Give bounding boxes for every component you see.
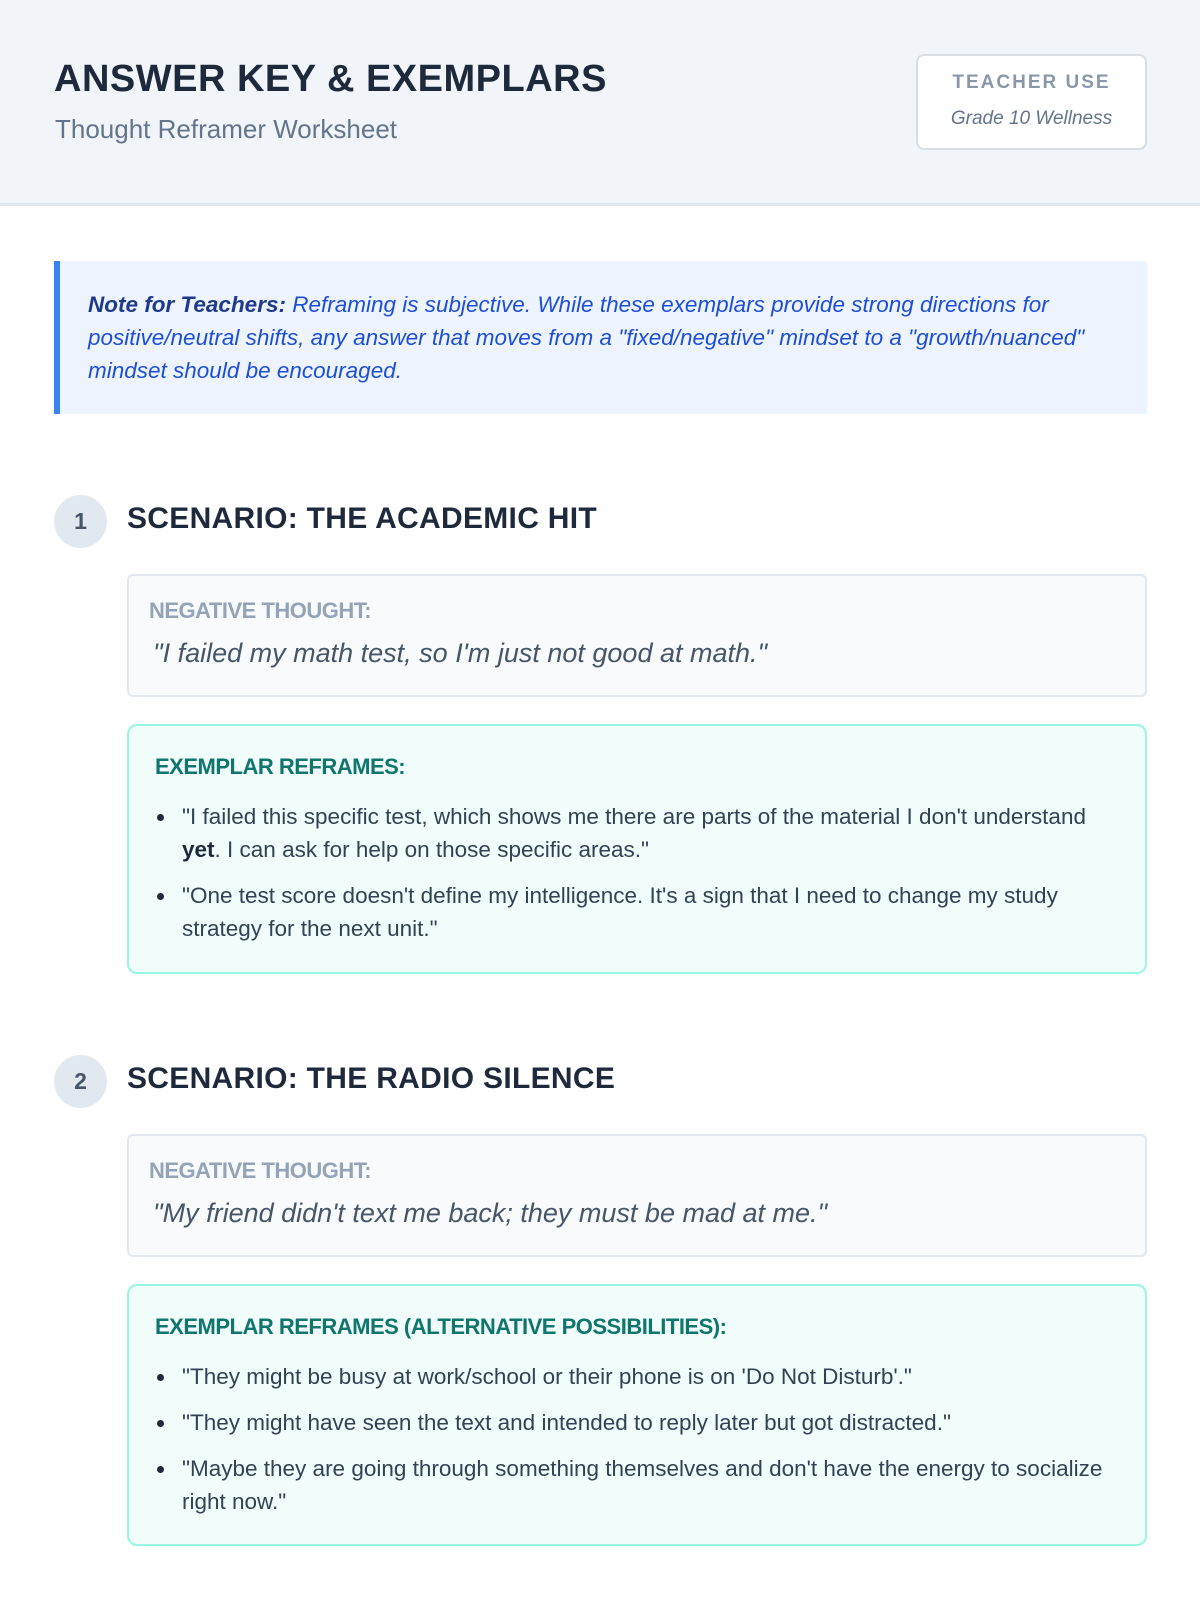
- teacher-note: [54, 261, 1147, 414]
- reframe-item: [155, 1360, 1115, 1393]
- teacher-note-label: Note for Teachers:: [88, 292, 286, 317]
- teacher-use-badge: [916, 54, 1147, 150]
- page-title: ANSWER KEY & EXEMPLARS: [54, 58, 607, 100]
- bullet-icon: [157, 1374, 164, 1381]
- reframe-item: [155, 800, 1115, 866]
- reframe-text-end: . I can ask for help on those specific areas.": [214, 837, 649, 862]
- reframe-text: "One test score doesn't define my intelligence. It's a sign that I need to change my study strategy for the next unit.": [182, 883, 1058, 941]
- scenario-title: SCENARIO: THE RADIO SILENCE: [127, 1062, 616, 1095]
- reframe-text: "Maybe they are going through something themselves and don't have the energy to socialize right now.": [182, 1456, 1103, 1514]
- reframe-item: [155, 1452, 1115, 1518]
- negative-thought-box: [127, 1134, 1147, 1257]
- page-header: [0, 0, 1200, 206]
- scenario-number: 2: [54, 1055, 107, 1108]
- page-subtitle: Thought Reframer Worksheet: [55, 114, 397, 144]
- exemplar-reframes-box: [127, 1284, 1147, 1546]
- teacher-note-text: Reframing is subjective. While these exemplars provide strong directions for positive/neutral shifts, any answer that moves from a "fixed/negative" mindset to a "growth/nuanced" mindset should be encouraged.: [88, 292, 1085, 383]
- negative-thought-label: NEGATIVE THOUGHT:: [149, 1158, 372, 1183]
- reframe-list: [155, 1360, 1115, 1531]
- reframe-emphasis: yet: [182, 837, 215, 862]
- bullet-icon: [157, 814, 164, 821]
- exemplar-reframes-box: [127, 724, 1147, 974]
- exemplar-reframes-label: EXEMPLAR REFRAMES (ALTERNATIVE POSSIBILITIES):: [155, 1314, 727, 1339]
- exemplar-reframes-label: EXEMPLAR REFRAMES:: [155, 754, 406, 779]
- reframe-text: "They might be busy at work/school or their phone is on 'Do Not Disturb'.": [182, 1364, 912, 1389]
- badge-grade: Grade 10 Wellness: [950, 108, 1113, 129]
- bullet-icon: [157, 1420, 164, 1427]
- reframe-item: [155, 1406, 1115, 1439]
- reframe-text: "I failed this specific test, which shows me there are parts of the material I don't understand: [182, 804, 1086, 829]
- bullet-icon: [157, 893, 164, 900]
- scenario-number: 1: [54, 495, 107, 548]
- reframe-text: "They might have seen the text and intended to reply later but got distracted.": [182, 1410, 951, 1435]
- badge-label: TEACHER USE: [952, 72, 1111, 93]
- reframe-item: [155, 879, 1115, 945]
- negative-thought-text: "My friend didn't text me back; they must be mad at me.": [153, 1198, 828, 1228]
- scenario-title: SCENARIO: THE ACADEMIC HIT: [127, 502, 598, 535]
- negative-thought-box: [127, 574, 1147, 697]
- negative-thought-label: NEGATIVE THOUGHT:: [149, 598, 372, 623]
- reframe-list: [155, 800, 1115, 958]
- bullet-icon: [157, 1466, 164, 1473]
- negative-thought-text: "I failed my math test, so I'm just not good at math.": [153, 638, 768, 668]
